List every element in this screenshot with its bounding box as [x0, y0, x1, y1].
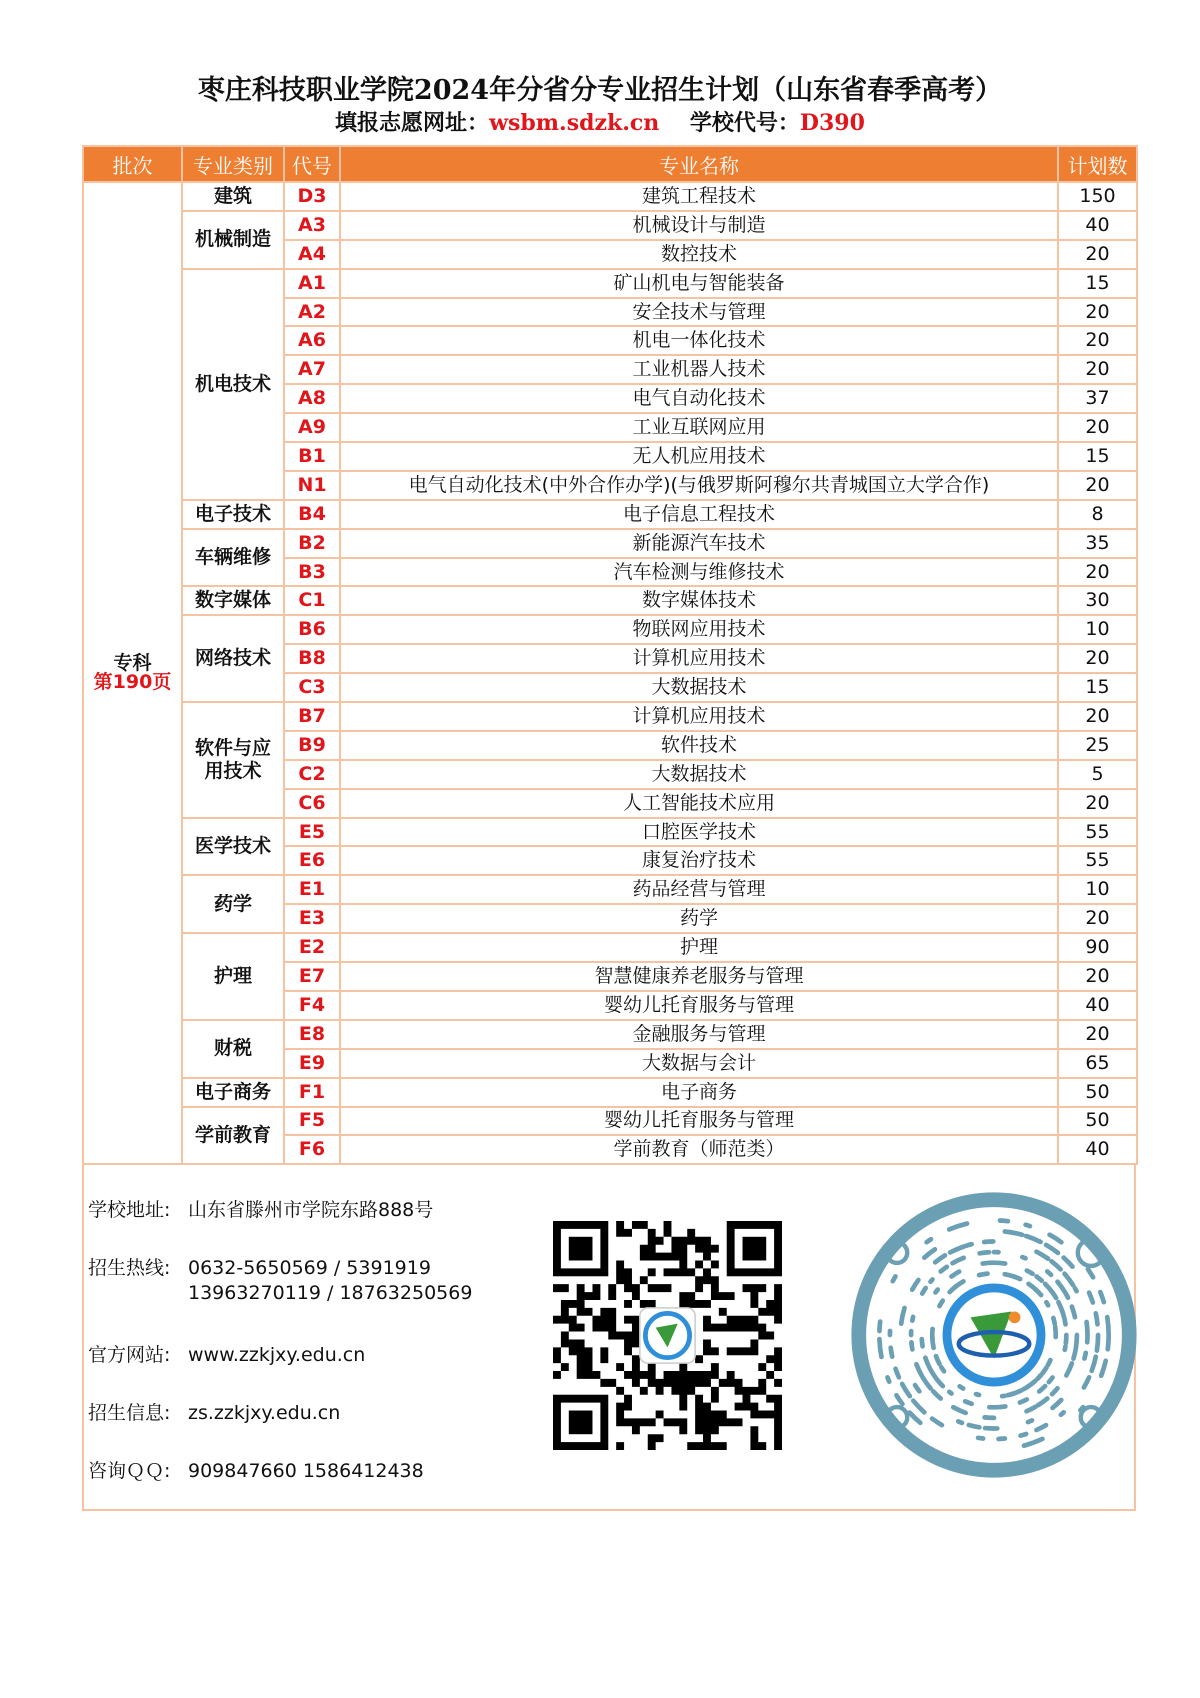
quota-cell: 40 [1058, 991, 1137, 1020]
table-row [83, 586, 1137, 615]
table-row [83, 1078, 1137, 1107]
quota-cell: 37 [1058, 384, 1137, 413]
address [88, 1195, 433, 1222]
code-cell: B2 [284, 529, 340, 558]
major-cell: 婴幼儿托育服务与管理 [340, 991, 1058, 1020]
major-cell: 安全技术与管理 [340, 298, 1058, 327]
quota-cell: 25 [1058, 731, 1137, 760]
url-label: 填报志愿网址： [335, 110, 490, 136]
code-cell: A3 [284, 211, 340, 240]
enrollment-plan-table [82, 145, 1138, 1165]
table-header [83, 146, 1137, 182]
table-row [83, 211, 1137, 240]
application-url[interactable]: wsbm.sdzk.cn [489, 110, 660, 136]
major-cell: 护理 [340, 933, 1058, 962]
code-cell: D3 [284, 182, 340, 211]
code-cell: C2 [284, 760, 340, 789]
quota-cell: 20 [1058, 558, 1137, 587]
quota-cell: 20 [1058, 326, 1137, 355]
code-cell: A8 [284, 384, 340, 413]
code-cell: A7 [284, 355, 340, 384]
major-cell: 建筑工程技术 [340, 182, 1058, 211]
qq-value: 909847660 1586412438 [188, 1460, 424, 1482]
major-cell: 智慧健康养老服务与管理 [340, 962, 1058, 991]
major-cell: 康复治疗技术 [340, 846, 1058, 875]
major-cell: 数控技术 [340, 240, 1058, 269]
major-cell: 计算机应用技术 [340, 702, 1058, 731]
category-cell: 数字媒体 [182, 586, 284, 615]
category-cell: 护理 [182, 933, 284, 1020]
category-cell: 机械制造 [182, 211, 284, 269]
code-cell: E8 [284, 1020, 340, 1049]
code-cell: B4 [284, 500, 340, 529]
header-code: 代号 [284, 146, 340, 182]
table-row [83, 818, 1137, 847]
code-cell: E6 [284, 846, 340, 875]
category-cell: 财税 [182, 1020, 284, 1078]
code-cell: C3 [284, 673, 340, 702]
code-cell: E2 [284, 933, 340, 962]
major-cell: 电气自动化技术 [340, 384, 1058, 413]
major-cell: 新能源汽车技术 [340, 529, 1058, 558]
table-row [83, 500, 1137, 529]
quota-cell: 55 [1058, 818, 1137, 847]
header-batch: 批次 [83, 146, 182, 182]
address-label: 学校地址: [88, 1199, 171, 1221]
major-cell: 机械设计与制造 [340, 211, 1058, 240]
code-cell: B7 [284, 702, 340, 731]
category-cell: 药学 [182, 875, 284, 933]
qr-code-icon [553, 1221, 782, 1450]
quota-cell: 20 [1058, 702, 1137, 731]
code-cell: E5 [284, 818, 340, 847]
table-row [83, 875, 1137, 904]
quota-cell: 150 [1058, 182, 1137, 211]
quota-cell: 5 [1058, 760, 1137, 789]
major-cell: 大数据与会计 [340, 1049, 1058, 1078]
table-row [83, 529, 1137, 558]
quota-cell: 20 [1058, 904, 1137, 933]
major-cell: 机电一体化技术 [340, 326, 1058, 355]
hotline [88, 1253, 431, 1280]
quota-cell: 20 [1058, 413, 1137, 442]
code-cell: E9 [284, 1049, 340, 1078]
quota-cell: 10 [1058, 615, 1137, 644]
major-cell: 计算机应用技术 [340, 644, 1058, 673]
table-row [83, 1020, 1137, 1049]
quota-cell: 20 [1058, 355, 1137, 384]
code-cell: B8 [284, 644, 340, 673]
major-cell: 数字媒体技术 [340, 586, 1058, 615]
quota-cell: 20 [1058, 471, 1137, 500]
quota-cell: 50 [1058, 1078, 1137, 1107]
code-cell: F1 [284, 1078, 340, 1107]
admission-info [88, 1398, 340, 1425]
major-cell: 无人机应用技术 [340, 442, 1058, 471]
subtitle [0, 106, 1200, 137]
major-cell: 药学 [340, 904, 1058, 933]
code-cell: A1 [284, 269, 340, 298]
major-cell: 人工智能技术应用 [340, 789, 1058, 818]
major-cell: 物联网应用技术 [340, 615, 1058, 644]
header-quota: 计划数 [1058, 146, 1137, 182]
major-cell: 大数据技术 [340, 760, 1058, 789]
category-cell: 软件与应用技术 [182, 702, 284, 818]
hotline-value-1: 0632-5650569 / 5391919 [188, 1257, 431, 1279]
quota-cell: 20 [1058, 644, 1137, 673]
major-cell: 电气自动化技术(中外合作办学)(与俄罗斯阿穆尔共青城国立大学合作) [340, 471, 1058, 500]
category-cell: 机电技术 [182, 269, 284, 500]
school-code-label: 学校代号： [689, 110, 800, 136]
major-cell: 学前教育（师范类） [340, 1135, 1058, 1164]
qq [88, 1456, 424, 1483]
major-cell: 大数据技术 [340, 673, 1058, 702]
major-cell: 口腔医学技术 [340, 818, 1058, 847]
category-cell: 电子技术 [182, 500, 284, 529]
info-label: 招生信息: [88, 1402, 171, 1424]
code-cell: F5 [284, 1107, 340, 1136]
category-cell: 车辆维修 [182, 529, 284, 587]
header-major: 专业名称 [340, 146, 1058, 182]
code-cell: A9 [284, 413, 340, 442]
website-label: 官方网站: [88, 1344, 171, 1366]
code-cell: C1 [284, 586, 340, 615]
quota-cell: 65 [1058, 1049, 1137, 1078]
code-cell: B3 [284, 558, 340, 587]
quota-cell: 10 [1058, 875, 1137, 904]
code-cell: A4 [284, 240, 340, 269]
major-cell: 药品经营与管理 [340, 875, 1058, 904]
major-cell: 工业互联网应用 [340, 413, 1058, 442]
website [88, 1340, 365, 1367]
quota-cell: 40 [1058, 211, 1137, 240]
category-cell: 电子商务 [182, 1078, 284, 1107]
address-value: 山东省滕州市学院东路888号 [188, 1199, 434, 1221]
major-cell: 工业机器人技术 [340, 355, 1058, 384]
major-cell: 电子商务 [340, 1078, 1058, 1107]
school-code: D390 [799, 110, 865, 136]
info-link[interactable]: zs.zzkjxy.edu.cn [188, 1402, 341, 1424]
table-row [83, 269, 1137, 298]
code-cell: A2 [284, 298, 340, 327]
code-cell: F6 [284, 1135, 340, 1164]
code-cell: F4 [284, 991, 340, 1020]
table-row [83, 182, 1137, 211]
quota-cell: 8 [1058, 500, 1137, 529]
website-link[interactable]: www.zzkjxy.edu.cn [188, 1344, 366, 1366]
hotline-value-2: 13963270119 / 18763250569 [188, 1282, 473, 1304]
code-cell: E1 [284, 875, 340, 904]
category-cell: 医学技术 [182, 818, 284, 876]
quota-cell: 20 [1058, 240, 1137, 269]
code-cell: E3 [284, 904, 340, 933]
hotline-label: 招生热线: [88, 1257, 171, 1279]
category-cell: 建筑 [182, 182, 284, 211]
major-cell: 婴幼儿托育服务与管理 [340, 1107, 1058, 1136]
quota-cell: 15 [1058, 673, 1137, 702]
quota-cell: 15 [1058, 269, 1137, 298]
quota-cell: 30 [1058, 586, 1137, 615]
code-cell: B6 [284, 615, 340, 644]
quota-cell: 20 [1058, 298, 1137, 327]
table-row [83, 702, 1137, 731]
quota-cell: 55 [1058, 846, 1137, 875]
quota-cell: 35 [1058, 529, 1137, 558]
quota-cell: 15 [1058, 442, 1137, 471]
quota-cell: 40 [1058, 1135, 1137, 1164]
code-cell: C6 [284, 789, 340, 818]
code-cell: N1 [284, 471, 340, 500]
quota-cell: 50 [1058, 1107, 1137, 1136]
quota-cell: 20 [1058, 789, 1137, 818]
header-category: 专业类别 [182, 146, 284, 182]
table-row [83, 1107, 1137, 1136]
code-cell: A6 [284, 326, 340, 355]
category-cell: 学前教育 [182, 1107, 284, 1165]
batch-cell [83, 182, 182, 1164]
quota-cell: 20 [1058, 962, 1137, 991]
major-cell: 软件技术 [340, 731, 1058, 760]
major-cell: 汽车检测与维修技术 [340, 558, 1058, 587]
category-cell: 网络技术 [182, 615, 284, 702]
page-title: 枣庄科技职业学院2024年分省分专业招生计划（山东省春季高考） [197, 75, 1003, 106]
quota-cell: 90 [1058, 933, 1137, 962]
code-cell: E7 [284, 962, 340, 991]
table-row [83, 933, 1137, 962]
mini-program-code-icon [847, 1188, 1141, 1482]
qq-label: 咨询ＱＱ: [88, 1460, 171, 1482]
batch-label: 专科 [113, 652, 152, 675]
code-cell: B9 [284, 731, 340, 760]
quota-cell: 20 [1058, 1020, 1137, 1049]
contact-section [82, 1164, 1136, 1511]
major-cell: 矿山机电与智能装备 [340, 269, 1058, 298]
table-row [83, 615, 1137, 644]
major-cell: 金融服务与管理 [340, 1020, 1058, 1049]
major-cell: 电子信息工程技术 [340, 500, 1058, 529]
code-cell: B1 [284, 442, 340, 471]
batch-page: 第190页 [93, 671, 172, 694]
